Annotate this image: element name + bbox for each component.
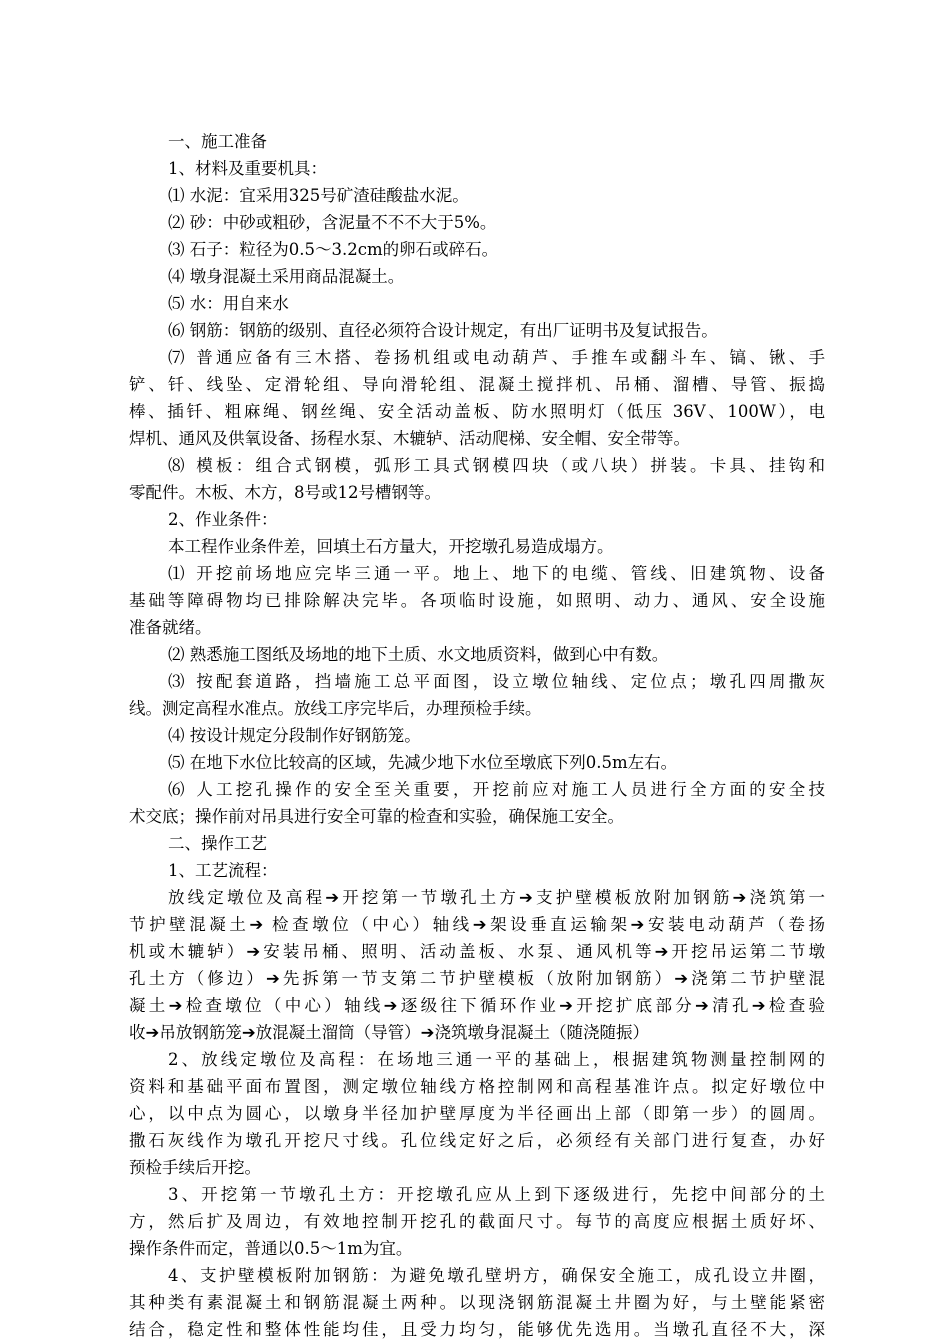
text-line: 方，然后扩及周边，有效地控制开挖孔的截面尺寸。每节的高度应根据土质好坏、	[129, 1212, 825, 1231]
text-line: 一、施工准备	[168, 132, 267, 151]
text-line: 棒、插钎、粗麻绳、钢丝绳、安全活动盖板、防水照明灯（低压 36V、100W），电	[129, 402, 825, 421]
text-line: 1、工艺流程：	[168, 861, 278, 880]
text-line: 其种类有素混凝土和钢筋混凝土两种。以现浇钢筋混凝土井圈为好，与土壁能紧密	[129, 1293, 825, 1312]
text-line: 放线定墩位及高程➔开挖第一节墩孔土方➔支护壁模板放附加钢筋➔浇筑第一	[168, 888, 825, 907]
text-line: ⑻ 模板：组合式钢模，弧形工具式钢模四块（或八块）拼装。卡具、挂钩和	[168, 456, 825, 475]
text-line: 资料和基础平面布置图，测定墩位轴线方格控制网和高程基准许点。拟定好墩位中	[129, 1077, 825, 1096]
text-line: 4、支护壁模板附加钢筋：为避免墩孔壁坍方，确保安全施工，成孔设立井圈，	[168, 1266, 825, 1285]
text-line: ⑹ 钢筋：钢筋的级别、直径必须符合设计规定，有出厂证明书及复试报告。	[168, 321, 718, 340]
text-line: 零配件。木板、木方，8号或12号槽钢等。	[129, 483, 441, 502]
text-line: 术交底；操作前对吊具进行安全可靠的检查和实验，确保施工安全。	[129, 807, 624, 826]
text-line: 准备就绪。	[129, 618, 212, 637]
text-line: ⑷ 墩身混凝土采用商品混凝土。	[168, 267, 405, 286]
text-line: 孔土方（修边）➔先拆第一节支第二节护壁模板（放附加钢筋）➔浇第二节护壁混	[129, 969, 825, 988]
text-line: ⑷ 按设计规定分段制作好钢筋笼。	[168, 726, 421, 745]
text-line: 操作条件而定，普通以0.5～1m为宜。	[129, 1239, 413, 1258]
text-line: ⑶ 石子：粒径为0.5～3.2cm的卵石或碎石。	[168, 240, 499, 259]
document-page	[129, 128, 825, 1343]
text-line: ⑹ 人工挖孔操作的安全至关重要，开挖前应对施工人员进行全方面的安全技	[168, 780, 825, 799]
text-line: 焊机、通风及供氧设备、扬程水泵、木辘轳、活动爬梯、安全帽、安全带等。	[129, 429, 690, 448]
text-line: ⑵ 熟悉施工图纸及场地的地下土质、水文地质资料，做到心中有数。	[168, 645, 669, 664]
text-line: 收➔吊放钢筋笼➔放混凝土溜筒（导管）➔浇筑墩身混凝土（随浇随振）	[129, 1023, 649, 1042]
text-line: 机或木辘轳）➔安装吊桶、照明、活动盖板、水泵、通风机等➔开挖吊运第二节墩	[129, 942, 825, 961]
text-line: 线。测定高程水准点。放线工序完毕后，办理预检手续。	[129, 699, 542, 718]
text-line: ⑵ 砂：中砂或粗砂，含泥量不不不大于5%。	[168, 213, 497, 232]
text-line: 心，以中点为圆心，以墩身半径加护壁厚度为半径画出上部（即第一步）的圆周。	[129, 1104, 825, 1123]
text-line: 节护壁混凝土➔ 检查墩位（中心）轴线➔架设垂直运输架➔安装电动葫芦（卷扬	[129, 915, 825, 934]
text-line: 1、材料及重要机具：	[168, 159, 327, 178]
text-line: 铲、钎、线坠、定滑轮组、导向滑轮组、混凝土搅拌机、吊桶、溜槽、导管、振捣	[129, 375, 825, 394]
text-line: ⑸ 在地下水位比较高的区域，先减少地下水位至墩底下列0.5m左右。	[168, 753, 678, 772]
text-line: 凝土➔检查墩位（中心）轴线➔逐级往下循环作业➔开挖扩底部分➔清孔➔检查验	[129, 996, 825, 1015]
text-line: ⑺ 普通应备有三木搭、卷扬机组或电动葫芦、手推车或翻斗车、镐、锹、手	[168, 348, 825, 367]
text-line: 结合，稳定性和整体性能均佳，且受力均匀，能够优先选用。当墩孔直径不大，深	[129, 1320, 825, 1339]
text-line: ⑶ 按配套道路，挡墙施工总平面图，设立墩位轴线、定位点；墩孔四周撒灰	[168, 672, 825, 691]
text-line: ⑴ 开挖前场地应完毕三通一平。地上、地下的电缆、管线、旧建筑物、设备	[168, 564, 825, 583]
text-line: 3、开挖第一节墩孔土方：开挖墩孔应从上到下逐级进行，先挖中间部分的土	[168, 1185, 825, 1204]
text-line: ⑴ 水泥：宜采用325号矿渣硅酸盐水泥。	[168, 186, 469, 205]
text-line: 本工程作业条件差，回填土石方量大，开挖墩孔易造成塌方。	[168, 537, 614, 556]
text-line: 预检手续后开挖。	[129, 1158, 261, 1177]
text-line: ⑸ 水：用自来水	[168, 294, 289, 313]
text-line: 2、作业条件：	[168, 510, 278, 529]
text-line: 二、操作工艺	[168, 834, 267, 853]
text-line: 2、放线定墩位及高程：在场地三通一平的基础上，根据建筑物测量控制网的	[168, 1050, 825, 1069]
text-line: 撒石灰线作为墩孔开挖尺寸线。孔位线定好之后，必须经有关部门进行复查，办好	[129, 1131, 825, 1150]
text-line: 基础等障碍物均已排除解决完毕。各项临时设施，如照明、动力、通风、安全设施	[129, 591, 825, 610]
